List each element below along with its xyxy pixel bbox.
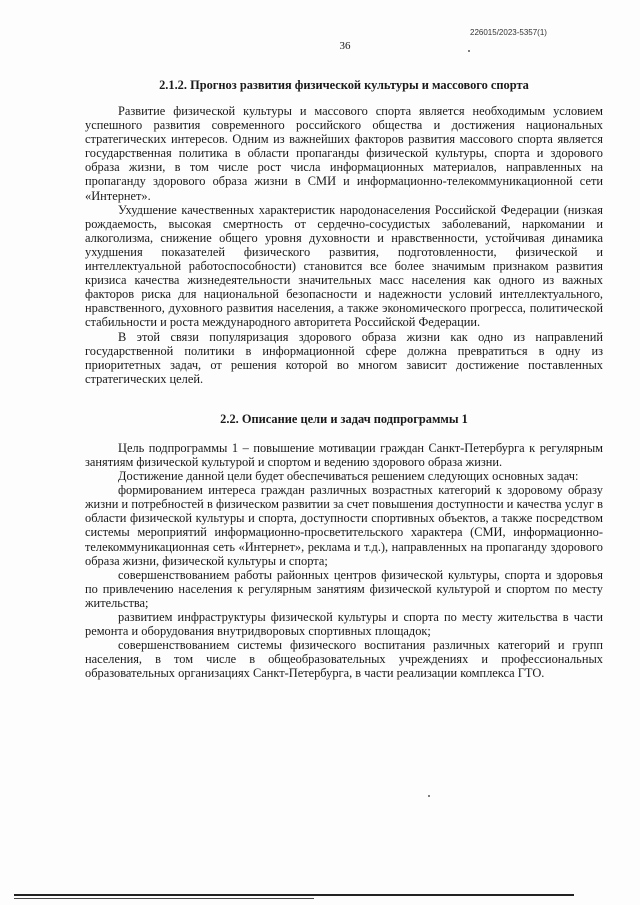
scan-bottom-edge [14, 894, 624, 899]
paragraph: Развитие физической культуры и массового спорта является необходимым условием успешного развития современного российского общества и достижения национальных стратегических интересов. Одним из важнейших факторов развития массового спорта является государственная политика в области пропаганды физической культуры, спорта и здорового образа жизни, в том числе рост числа информационных материалов, направленных на пропаганду здорового образа жизни в СМИ и информационно-телекоммуникационной сети «Интернет». [85, 104, 603, 203]
document-body [85, 78, 603, 680]
document-registration-number: 226015/2023-5357(1) [470, 28, 547, 37]
page-number: 36 [339, 40, 351, 52]
task-list-item: формированием интереса граждан различных возрастных категорий к здоровому образу жизни и потребностей в физическом развитии за счет повышения доступности и качества услуг в области физической культуры и спорта, доступности спортивных объектов, а также посредством системы мероприятий информационно-просветительского характера (СМИ, информационно-телекоммуникационная сеть «Интернет», реклама и т.д.), направленных на пропаганду здорового образа жизни, физической культуры и спорта; [85, 483, 603, 568]
task-list-item: совершенствованием работы районных центров физической культуры, спорта и здоровья по привлечению населения к регулярным занятиям физической культурой и спортом по месту жительства; [85, 567, 603, 610]
section-heading-2-2: 2.2. Описание цели и задач подпрограммы 1 [220, 411, 468, 426]
scan-speck [468, 50, 470, 52]
section-heading-2-1-2: 2.1.2. Прогноз развития физической культуры и массового спорта [159, 78, 529, 92]
paragraph: Цель подпрограммы 1 – повышение мотивации граждан Санкт-Петербурга к регулярным занятиям физической культурой и спортом и ведению здорового образа жизни. [85, 440, 603, 469]
task-list-item: развитием инфраструктуры физической культуры и спорта по месту жительства в части ремонта и оборудования внутридворовых спортивных площадок; [85, 610, 603, 639]
paragraph: Достижение данной цели будет обеспечиваться решением следующих основных задач: [118, 469, 579, 484]
task-list-item: совершенствованием системы физического воспитания различных категорий и групп населения, в том числе в общеобразовательных учреждениях и профессиональных образовательных организациях Санкт-Петербурга, в части реализации комплекса ГТО. [85, 638, 603, 681]
scan-speck [428, 795, 430, 797]
paragraph: Ухудшение качественных характеристик народонаселения Российской Федерации (низкая рождаемость, высокая смертность от сердечно-сосудистых заболеваний, наркомании и алкоголизма, снижение общего уровня духовности и нравственности, устойчивая динамика ухудшения показателей физического развития, подготовленности, физической и интеллектуальной работоспособности) становится все более значимым признаком развития кризиса качества жизнедеятельности значительных масс населения как одного из важных факторов риска для национальной безопасности и надежности условий интеллектуального, нравственного, духовного развития населения, а также экономического прогресса, политической стабильности и роста международного авторитета Российской Федерации. [85, 202, 603, 330]
divider [14, 894, 574, 896]
paragraph: В этой связи популяризация здорового образа жизни как одно из направлений государственной политики в информационной сфере должна превратиться в одну из приоритетных задач, от решения которой во многом зависит достижение поставленных стратегических целей. [85, 329, 603, 386]
divider [14, 898, 314, 899]
